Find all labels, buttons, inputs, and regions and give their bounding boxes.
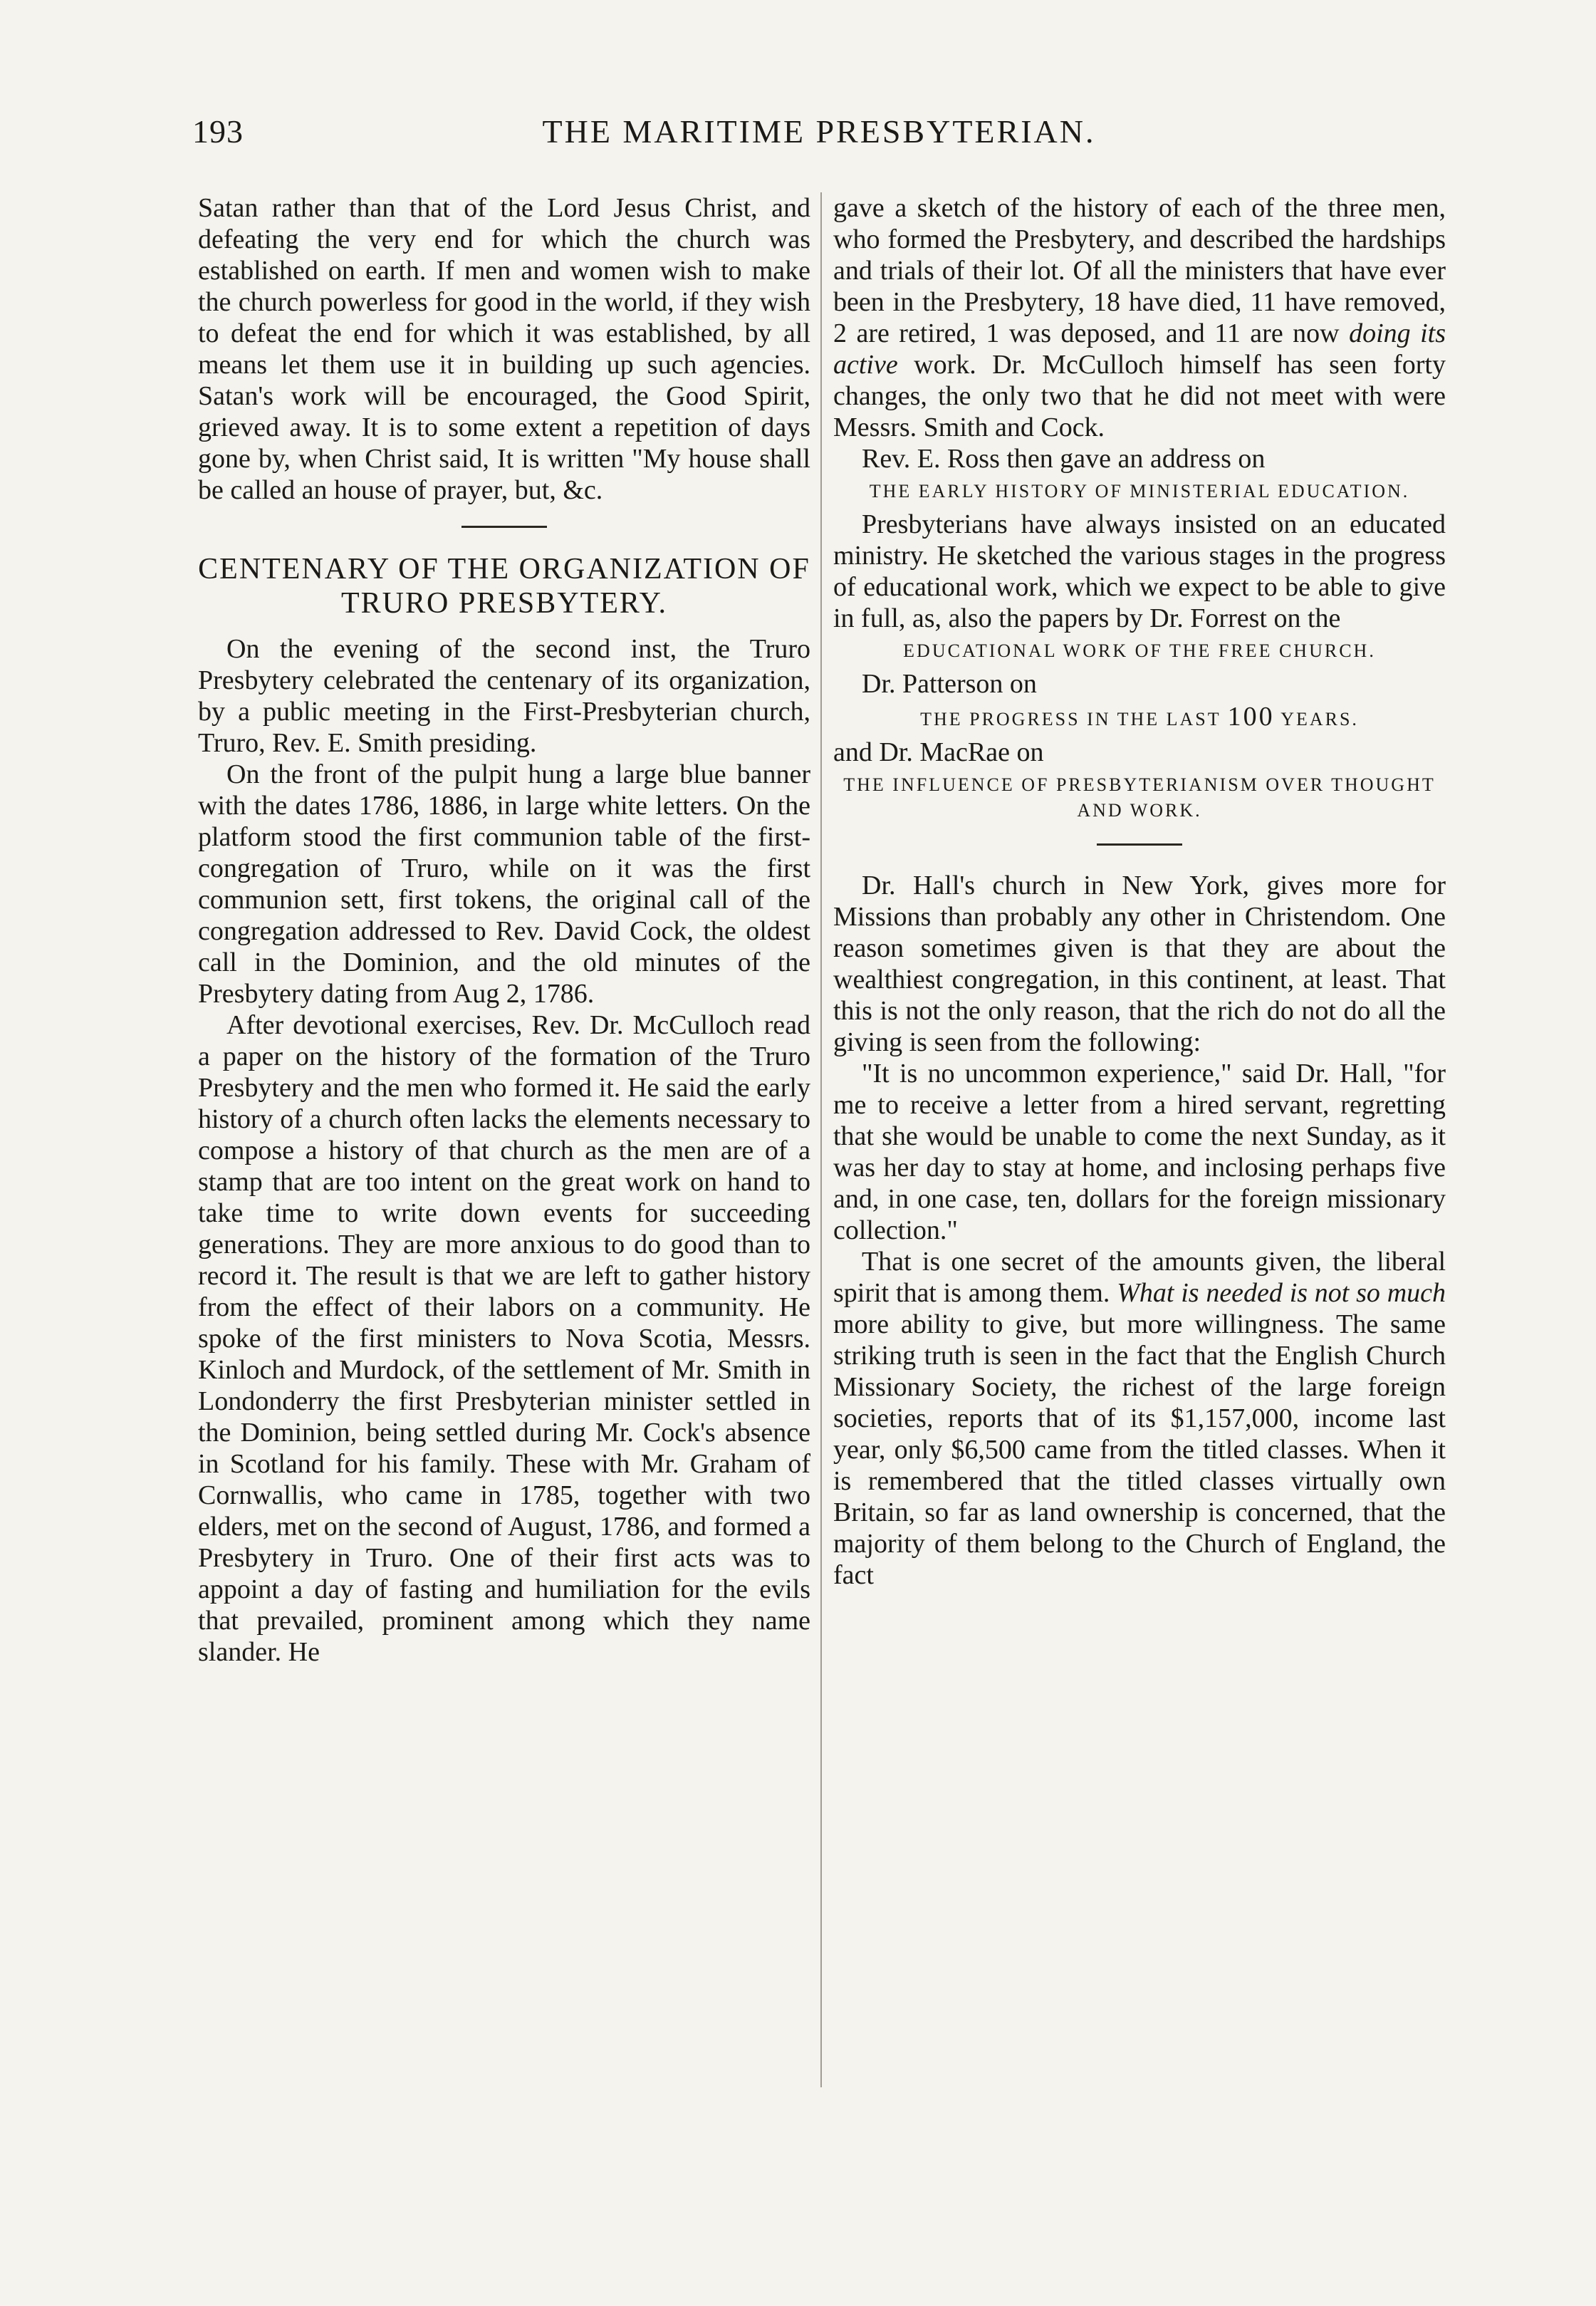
paragraph: and Dr. MacRae on	[833, 737, 1044, 767]
subheading: EDUCATIONAL WORK OF THE FREE CHURCH.	[903, 640, 1376, 661]
text-run: gave a sketch of the history of each of the three men, who formed the Presbytery, and described the hardships and trials of their lot. Of all the ministers that have ever been in the Presbytery, 18 have died, 11 have removed, 2 are retired, 1 was deposed, and 11 are now	[833, 193, 1446, 348]
running-title: THE MARITIME PRESBYTERIAN.	[542, 113, 1096, 150]
paragraph: On the evening of the second inst, the Truro Presbytery celebrated the centenary of its organization, by a public meeting in the First-Presbyterian church, Truro, Rev. E. Smith presiding.	[198, 634, 810, 758]
paragraph: On the front of the pulpit hung a large blue banner with the dates 1786, 1886, in large white letters. On the platform stood the first communion table of the first-congregation of Truro, while on it was the first communion sett, first tokens, the original call of the congregation addressed to Rev. David Cock, the oldest call in the Dominion, and the old minutes of the Presbytery dating from Aug 2, 1786.	[198, 759, 810, 1009]
text-run: YEARS.	[1281, 709, 1359, 729]
article-continuation: Satan rather than that of the Lord Jesus Christ, and defeating the very end for which the church was established on earth. If men and women wish to make the church powerless for good in the world, if they wish to defeat the end for which it was established, by all means let them use it in building up such agencies. Satan's work will be encouraged, the Good Spirit, grieved away. It is to some extent a repetition of days gone by, when Christ said, It is written "My house shall be called an house of prayer, but, &c.	[198, 193, 810, 505]
text-run: THE PROGRESS IN THE LAST	[920, 709, 1221, 729]
paragraph: "It is no uncommon experience," said Dr. Hall, "for me to receive a letter from a hired servant, regretting that she would be unable to come the next Sunday, as it was her day to stay at home, and inclosing perhaps five and, in one case, ten, dollars for the foreign missionary collection."	[833, 1059, 1446, 1245]
number: 100	[1227, 702, 1275, 732]
article-heading: CENTENARY OF THE ORGANIZATION OF TRURO PRESBYTERY.	[198, 553, 810, 620]
paragraph	[833, 192, 1446, 443]
subheading: THE INFLUENCE OF PRESBYTERIANISM OVER THOUGHT AND WORK.	[843, 774, 1436, 821]
paragraph: After devotional exercises, Rev. Dr. McCulloch read a paper on the history of the formation of the Truro Presbytery and the men who formed it. He said the early history of a church often lacks the elements necessary to compose a history of that church as the men are of a stamp that are too intent on the great work on hand to take time to write down events for succeeding generations. They are more anxious to do good than to record it. The result is that we are left to gather history from the effect of their labors on a community. He spoke of the first ministers to Nova Scotia, Messrs. Kinloch and Murdock, of the settlement of Mr. Smith in Londonderry the first Presbyterian minister settled in the Dominion, being settled during Mr. Cock's absence in Scotland for his family. These with Mr. Graham of Cornwallis, who came in 1785, together with two elders, met on the second of August, 1786, and formed a Presbytery in Truro. One of their first acts was to appoint a day of fasting and humiliation for the evils that prevailed, prominent among which they name slander. He	[198, 1010, 810, 1667]
paragraph: Dr. Patterson on	[862, 669, 1037, 699]
italic-text: doing its active	[833, 318, 1446, 380]
italic-text: What is needed is not so much	[1117, 1278, 1446, 1308]
text-run: work. Dr. McCulloch himself has seen forty changes, the only two that he did not meet with were Messrs. Smith and Cock.	[833, 350, 1446, 442]
text-run: That is one secret of the amounts given, the liberal spirit that is among them.	[833, 1247, 1446, 1308]
subheading: THE EARLY HISTORY OF MINISTERIAL EDUCATION.	[869, 481, 1410, 502]
left-column	[198, 192, 810, 1668]
text-run: more ability to give, but more willingness. The same striking truth is seen in the fact that the English Church Missionary Society, the richest of the large foreign societies, reports that of its $1,157,000, income last year, only $6,500 came from the titled classes. When it is remembered that the titled classes virtually own Britain, so far as land ownership is concerned, that the majority of them belong to the Church of England, the fact	[833, 1309, 1446, 1590]
right-column	[833, 192, 1446, 1591]
paragraph: Rev. E. Ross then gave an address on	[862, 444, 1266, 474]
section-divider	[1097, 843, 1182, 846]
paragraph: Dr. Hall's church in New York, gives more for Missions than probably any other in Christendom. One reason sometimes given is that they are about the wealthiest congregation, in this continent, at least. That this is not the only reason, that the rich do not do all the giving is seen from the following:	[833, 871, 1446, 1057]
page-number: 193	[192, 113, 244, 150]
column-divider	[820, 192, 822, 2087]
section-divider	[461, 526, 547, 528]
paragraph	[833, 1246, 1446, 1591]
paragraph: Presbyterians have always insisted on an educated ministry. He sketched the various stages in the progress of educational work, which we expect to be able to give in full, as, also the papers by Dr. Forrest on the	[833, 509, 1446, 633]
page-header	[192, 107, 1446, 164]
subheading	[833, 704, 1446, 732]
